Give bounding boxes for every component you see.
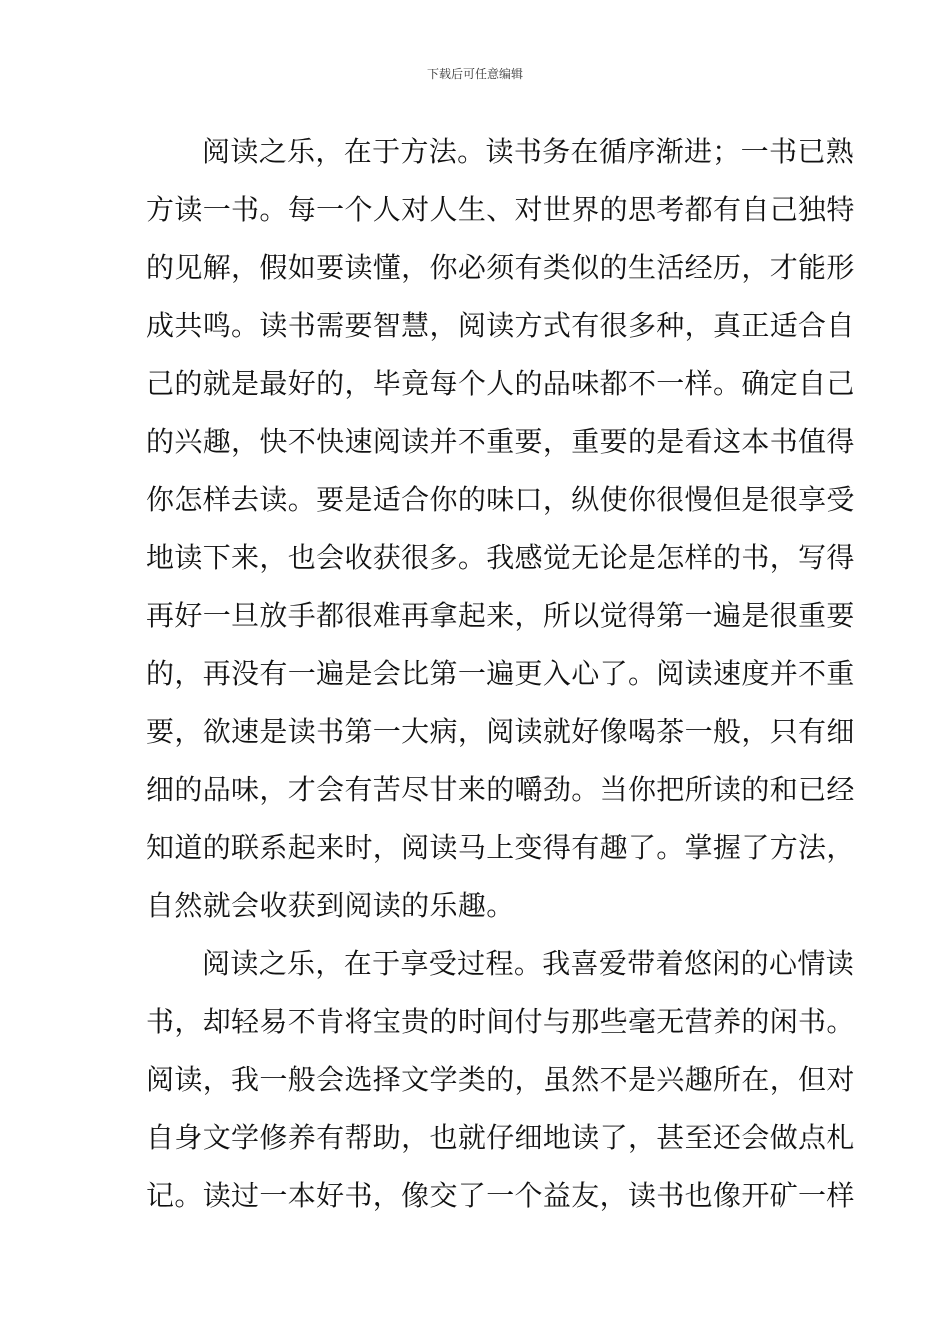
text-line: 自身文学修养有帮助，也就仔细地读了，甚至还会做点札 — [146, 1121, 855, 1154]
text-line: 己的就是最好的，毕竟每个人的品味都不一样。确定自己 — [146, 367, 855, 400]
text-line: 的，再没有一遍是会比第一遍更入心了。阅读速度并不重 — [146, 657, 855, 690]
text-line: 你怎样去读。要是适合你的味口，纵使你很慢但是很享受 — [146, 483, 855, 516]
document-body — [146, 123, 855, 1225]
text-line: 自然就会收获到阅读的乐趣。 — [146, 889, 515, 922]
text-line: 成共鸣。读书需要智慧，阅读方式有很多种，真正适合自 — [146, 309, 855, 342]
text-line: 细的品味，才会有苦尽甘来的嚼劲。当你把所读的和已经 — [146, 773, 855, 806]
text-line: 方读一书。每一个人对人生、对世界的思考都有自己独特 — [146, 193, 855, 226]
text-line: 阅读之乐，在于享受过程。我喜爱带着悠闲的心情读 — [202, 947, 855, 980]
text-line: 阅读之乐，在于方法。读书务在循序渐进；一书已熟 — [202, 135, 855, 168]
paragraph-reading-method — [146, 123, 855, 935]
text-line: 的见解，假如要读懂，你必须有类似的生活经历，才能形 — [146, 251, 855, 284]
paragraph-reading-process — [146, 935, 855, 1225]
text-line: 知道的联系起来时，阅读马上变得有趣了。掌握了方法， — [146, 831, 855, 864]
text-line: 的兴趣，快不快速阅读并不重要，重要的是看这本书值得 — [146, 425, 855, 458]
text-line: 地读下来，也会收获很多。我感觉无论是怎样的书，写得 — [146, 541, 855, 574]
text-line: 要，欲速是读书第一大病，阅读就好像喝茶一般，只有细 — [146, 715, 855, 748]
text-line: 阅读，我一般会选择文学类的，虽然不是兴趣所在，但对 — [146, 1063, 855, 1096]
text-line: 书，却轻易不肯将宝贵的时间付与那些毫无营养的闲书。 — [146, 1005, 855, 1038]
text-line: 再好一旦放手都很难再拿起来，所以觉得第一遍是很重要 — [146, 599, 855, 632]
text-line: 记。读过一本好书，像交了一个益友，读书也像开矿一样 — [146, 1179, 855, 1212]
page-header: 下载后可任意编辑 — [426, 67, 523, 81]
